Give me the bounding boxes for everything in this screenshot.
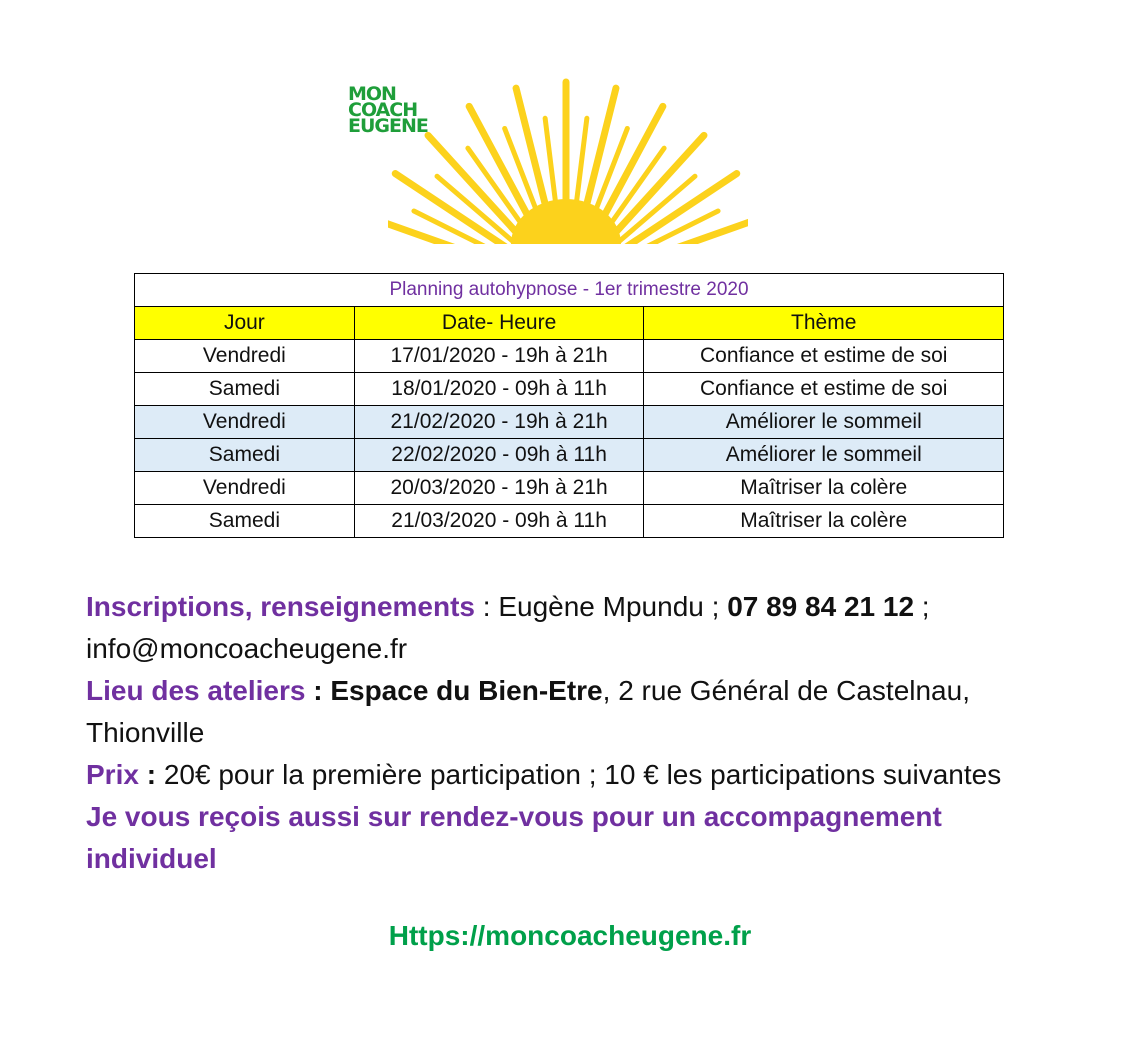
- lieu-name: Espace du Bien-Etre: [330, 675, 603, 706]
- inscriptions-line: Inscriptions, renseignements : Eugène Mpundu ; 07 89 84 21 12 ; info@moncoacheugene.fr: [86, 591, 930, 664]
- website-link[interactable]: Https://moncoacheugene.fr: [388, 920, 752, 951]
- table-title: Planning autohypnose - 1er trimestre 2020: [135, 274, 1004, 307]
- info-block: [86, 586, 1046, 880]
- table-row: Samedi 22/02/2020 - 09h à 11h Améliorer le sommeil: [135, 439, 1004, 472]
- prix-line: Prix : 20€ pour la première participation ; 10 € les participations suivantes: [86, 759, 1002, 790]
- phone-number: 07 89 84 21 12: [727, 591, 915, 622]
- table-row: Vendredi 21/02/2020 - 19h à 21h Améliorer le sommeil: [135, 406, 1004, 439]
- lieu-line: Lieu des ateliers : Espace du Bien-Etre, 2 rue Général de Castelnau, Thionville: [86, 675, 970, 748]
- column-header-jour: Jour: [135, 307, 355, 340]
- logo: [348, 72, 748, 244]
- sun-icon: [388, 72, 748, 244]
- email-link[interactable]: info@moncoacheugene.fr: [86, 633, 408, 664]
- logo-text: MON COACH EUGENE: [348, 83, 428, 137]
- column-header-date: Date- Heure: [354, 307, 644, 340]
- table-row: Samedi 18/01/2020 - 09h à 11h Confiance et estime de soi: [135, 373, 1004, 406]
- lieu-address: , 2 rue Général de Castelnau, Thionville: [86, 675, 970, 748]
- inscriptions-label: Inscriptions, renseignements: [86, 591, 475, 622]
- prix-label: Prix: [86, 759, 139, 790]
- planning-table: [134, 273, 1004, 538]
- table-row: Vendredi 20/03/2020 - 19h à 21h Maîtriser la colère: [135, 472, 1004, 505]
- rdv-line: Je vous reçois aussi sur rendez-vous pour un accompagnement individuel: [86, 801, 942, 874]
- lieu-label: Lieu des ateliers: [86, 675, 306, 706]
- sun-disc: [511, 199, 621, 244]
- table-row: Vendredi 17/01/2020 - 19h à 21h Confiance et estime de soi: [135, 340, 1004, 373]
- column-header-theme: Thème: [644, 307, 1004, 340]
- prix-text: 20€ pour la première participation ; 10 € les participations suivantes: [163, 759, 1002, 790]
- table-row: Samedi 21/03/2020 - 09h à 11h Maîtriser la colère: [135, 505, 1004, 538]
